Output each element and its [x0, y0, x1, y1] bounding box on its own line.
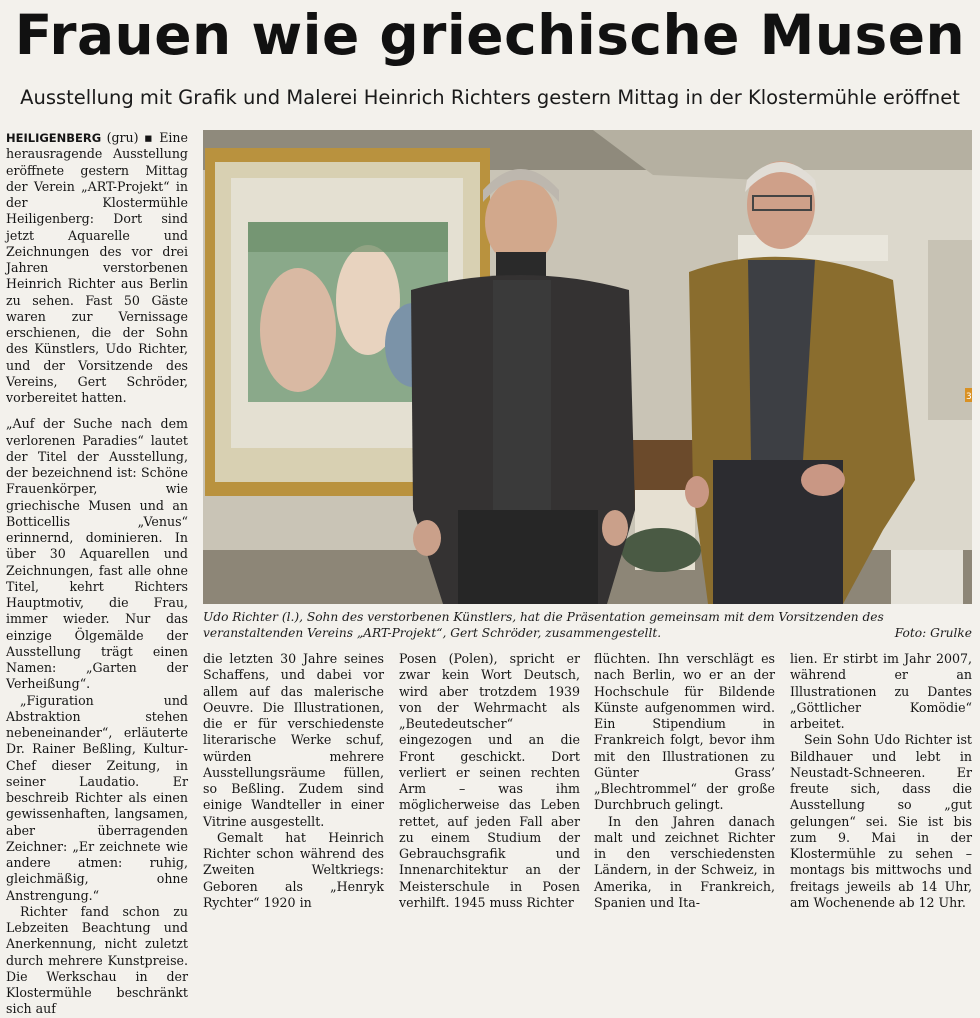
- sign-number: 3: [966, 392, 972, 402]
- paragraph: „Figuration und Abstraktion stehen nebeneinander“, erläuterte Dr. Rainer Beßling, Kultur-Chef dieser Zeitung, in seiner Laudatio. Er beschreib Richter als einen gewissenhaften, langsamen, aber überragenden Zeichner: „Er zeichnete wie andere atmen: ruhig, gleichmäßig, ohne Anstrengung.“: [6, 692, 188, 903]
- photo-caption: [203, 609, 972, 641]
- article-column-3: [399, 651, 580, 911]
- photo-credit: Foto: Grulke: [894, 626, 972, 640]
- paragraph: die letzten 30 Jahre seines Schaffens, und dabei vor allem auf das malerische Oeuvre. Die Illustrationen, die er für verschiedenste literarische Werke schuf, würden mehrere Ausstellungsräume füllen, so Beßling. Zudem sind einige Wandteller in einer Vitrine ausgestellt.: [203, 651, 384, 829]
- photo-illustration: [203, 130, 972, 604]
- article-column-2: [203, 651, 384, 911]
- paragraph: In den Jahren danach malt und zeichnet Richter in den verschiedensten Ländern, in der Schweiz, in Amerika, in Frankreich, Spanien und Ita-: [594, 813, 775, 910]
- paragraph: Richter fand schon zu Lebzeiten Beachtung und Anerkennung, nicht zuletzt durch mehrere Kunstpreise. Die Werkschau in der Klostermühle beschränkt sich auf: [6, 903, 188, 1017]
- paragraph: Sein Sohn Udo Richter ist Bildhauer und lebt in Neustadt-Schneeren. Er freute sich, dass die Ausstellung so „gut gelungen“ sei. Sie ist bis zum 9. Mai in der Klostermühle zu sehen – montags bis mittwochs und freitags jeweils ab 14 Uhr, am Wochenende ab 12 Uhr.: [790, 732, 972, 910]
- subheadline: Ausstellung mit Grafik und Malerei Heinrich Richters gestern Mittag in der Klostermühle eröffnet: [20, 86, 960, 109]
- paragraph: Gemalt hat Heinrich Richter schon während des Zweiten Weltkriegs: Geboren als „Henryk Rychter“ 1920 in: [203, 829, 384, 910]
- dateline: HEILIGENBERG: [6, 131, 102, 145]
- paragraph: flüchten. Ihn verschlägt es nach Berlin, wo er an der Hochschule für Bildende Künste aufgenommen wird. Ein Stipendium in Frankreich folgt, bevor ihm mit den Illustrationen zu Günter Grass’ „Blechtrommel“ der große Durchbruch gelingt.: [594, 651, 775, 813]
- paragraph: Posen (Polen), spricht er zwar kein Wort Deutsch, wird aber trotzdem 1939 von der Wehrmacht als „Beutedeutscher“ eingezogen und an die Front geschickt. Dort verliert er seinen rechten Arm – was ihm möglicherweise das Leben rettet, auf jeden Fall aber zu einem Studium der Gebrauchsgrafik und Innenarchitektur an der Meisterschule in Posen verhilft. 1945 muss Richter: [399, 651, 580, 910]
- headline: Frauen wie griechische Musen: [14, 3, 966, 67]
- caption-text: Udo Richter (l.), Sohn des verstorbenen Künstlers, hat die Präsentation gemeinsam mit dem Vorsitzenden des veranstaltenden Vereins „ART-Projekt“, Gert Schröder, zusammengestellt.: [203, 610, 884, 640]
- article-column-4: [594, 651, 775, 911]
- intro-paragraph: [6, 130, 188, 406]
- paragraph: lien. Er stirbt im Jahr 2007, während er an Illustrationen zu Dantes „Göttlicher Komödie“ arbeitet.: [790, 651, 972, 731]
- intro-text: (gru) ▪ Eine herausragende Ausstellung eröffnete gestern Mittag der Verein „ART-Projekt“ in der Klostermühle Heiligenberg: Dort sind jetzt Aquarelle und Zeichnungen des vor drei Jahren verstorbenen Heinrich Richter aus Berlin zu sehen. Fast 50 Gäste waren zur Vernissage erschienen, die der Sohn des Künstlers, Udo Richter, und der Vorsitzende des Vereins, Gert Schröder, vorbereitet hatten.: [6, 130, 188, 405]
- article-photo: [203, 130, 972, 604]
- paragraph: „Auf der Suche nach dem verlorenen Paradies“ lautet der Titel der Ausstellung, der bezeichnend ist: Schöne Frauenkörper, wie griechische Musen und an Botticellis „Venus“ erinnernd, dominieren. In über 30 Aquarellen und Zeichnungen, fast alle ohne Titel, kehrt Richters Hauptmotiv, die Frau, immer wieder. Nur das einzige Ölgemälde der Ausstellung trägt einen Namen: „Garten der Verheißung“.: [6, 416, 188, 692]
- article-column-1: [6, 130, 188, 1017]
- article-column-5: [790, 651, 972, 911]
